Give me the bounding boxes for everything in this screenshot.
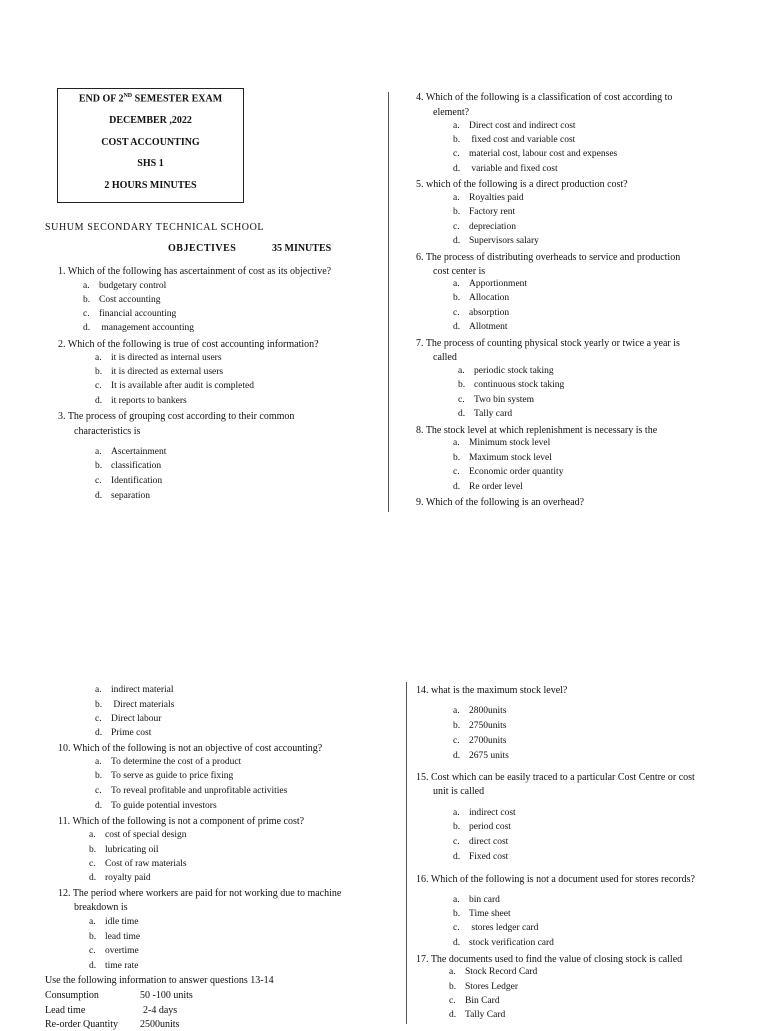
option: a. it is directed as internal users — [95, 353, 222, 363]
exam-title-box — [57, 88, 244, 203]
question-text: 17. The documents used to find the value of closing stock is called — [416, 954, 683, 965]
question-text: 11. Which of the following is not a component of prime cost? — [58, 816, 305, 827]
question-text: 6. The process of distributing overheads to service and production — [416, 252, 681, 263]
option: b. Maximum stock level — [453, 453, 552, 463]
question-text: 15. Cost which can be easily traced to a particular Cost Centre or cost — [416, 772, 695, 783]
option: a. Minimum stock level — [453, 438, 551, 448]
option: b. Direct materials — [95, 700, 175, 710]
option: b. 2750units — [453, 721, 507, 731]
question-text-cont: cost center is — [433, 266, 486, 277]
option: c. material cost, labour cost and expenses — [453, 149, 618, 159]
question-text: 8. The stock level at which replenishment is necessary is the — [416, 425, 658, 436]
option: a. Stock Record Card — [449, 967, 538, 977]
option: a. bin card — [453, 895, 500, 905]
option: c. depreciation — [453, 222, 516, 232]
option: b. Factory rent — [453, 207, 516, 217]
option: b. lead time — [89, 932, 141, 942]
exam-date: DECEMBER ,2022 — [109, 115, 192, 126]
option: b. To serve as guide to price fixing — [95, 771, 234, 781]
question-text-cont: breakdown is — [74, 902, 128, 913]
option: d. Fixed cost — [453, 852, 509, 862]
option: a. budgetary control — [83, 281, 167, 291]
option: d. 2675 units — [453, 751, 509, 761]
question-text: 9. Which of the following is an overhead? — [416, 497, 585, 508]
option: c. direct cost — [453, 837, 509, 847]
option: b. period cost — [453, 822, 511, 832]
option: c. financial accounting — [83, 309, 177, 319]
option: a. idle time — [89, 917, 139, 927]
option: c. Two bin system — [458, 395, 535, 405]
info-intro: Use the following information to answer questions 13-14 — [45, 975, 274, 986]
question-text: 10. Which of the following is not an objective of cost accounting? — [58, 743, 323, 754]
option: d. time rate — [89, 961, 139, 971]
option: c. Direct labour — [95, 714, 162, 724]
option: d. Tally Card — [449, 1010, 506, 1020]
info-value: 2500units — [140, 1019, 180, 1030]
option: c. absorption — [453, 308, 510, 318]
option: b. Cost accounting — [83, 295, 161, 305]
option: b. it is directed as external users — [95, 367, 224, 377]
option: b. Stores Ledger — [449, 982, 519, 992]
option: b. continuous stock taking — [458, 380, 565, 390]
exam-class: SHS 1 — [137, 158, 164, 169]
question-text: 4. Which of the following is a classification of cost according to — [416, 92, 673, 103]
info-label: Re-order Quantity — [45, 1019, 119, 1030]
option: b. Allocation — [453, 293, 510, 303]
option: a. Apportionment — [453, 279, 528, 289]
exam-subject: COST ACCOUNTING — [101, 137, 200, 148]
option: a. periodic stock taking — [458, 366, 554, 376]
option: a. indirect cost — [453, 808, 516, 818]
option: d. Supervisors salary — [453, 236, 539, 246]
column-divider-bottom — [406, 682, 407, 1024]
option: d. it reports to bankers — [95, 396, 187, 406]
option: d. Allotment — [453, 322, 508, 332]
exam-title: END OF 2ND SEMESTER EXAM — [78, 93, 223, 105]
option: b. lubricating oil — [89, 845, 159, 855]
question-text-cont: characteristics is — [74, 426, 141, 437]
question-text-cont: called — [433, 352, 457, 363]
option: b. Time sheet — [453, 909, 511, 919]
question-text: 16. Which of the following is not a document used for stores records? — [416, 874, 695, 885]
option: c. Cost of raw materials — [89, 859, 187, 869]
option: c. Bin Card — [449, 996, 500, 1006]
option: b. fixed cost and variable cost — [453, 135, 576, 145]
option: c. Identification — [95, 476, 163, 486]
option: c. overtime — [89, 946, 139, 956]
option: c. stores ledger card — [453, 923, 539, 933]
option: c. Economic order quantity — [453, 467, 564, 477]
question-text: 1. Which of the following has ascertainment of cost as its objective? — [58, 266, 332, 277]
option: d. Re order level — [453, 482, 523, 492]
info-label: Consumption — [45, 990, 99, 1001]
question-text: 3. The process of grouping cost according to their common — [58, 411, 295, 422]
exam-duration: 2 HOURS MINUTES — [104, 180, 197, 191]
section-title: OBJECTIVES — [168, 243, 237, 254]
option: d. Prime cost — [95, 728, 152, 738]
option: a. cost of special design — [89, 830, 187, 840]
option: d. variable and fixed cost — [453, 164, 558, 174]
option: a. Ascertainment — [95, 447, 167, 457]
option: a. indirect material — [95, 685, 174, 695]
school-name: SUHUM SECONDARY TECHNICAL SCHOOL — [45, 222, 265, 233]
option: b. classification — [95, 461, 162, 471]
option: c. 2700units — [453, 736, 507, 746]
option: d. royalty paid — [89, 873, 151, 883]
question-text-cont: element? — [433, 107, 470, 118]
option: a. 2800units — [453, 706, 507, 716]
section-time: 35 MINUTES — [272, 243, 332, 254]
info-value: 2-4 days — [143, 1005, 178, 1016]
option: d. stock verification card — [453, 938, 554, 948]
question-text: 2. Which of the following is true of cost accounting information? — [58, 339, 319, 350]
info-value: 50 -100 units — [140, 990, 193, 1001]
option: d. To guide potential investors — [95, 801, 217, 811]
option: c. To reveal profitable and unprofitable activities — [95, 786, 288, 796]
question-text: 14. what is the maximum stock level? — [416, 685, 568, 696]
question-text-cont: unit is called — [433, 786, 485, 797]
question-text: 5. which of the following is a direct production cost? — [416, 179, 628, 190]
option: c. It is available after audit is completed — [95, 381, 254, 391]
option: a. Royalties paid — [453, 193, 524, 203]
option: a. To determine the cost of a product — [95, 757, 242, 767]
option: d. management accounting — [83, 323, 194, 333]
option: a. Direct cost and indirect cost — [453, 121, 576, 131]
info-label: Lead time — [45, 1005, 86, 1016]
column-divider-top — [388, 92, 389, 512]
question-text: 7. The process of counting physical stock yearly or twice a year is — [416, 338, 680, 349]
question-text: 12. The period where workers are paid for not working due to machine — [58, 888, 342, 899]
option: d. Tally card — [458, 409, 513, 419]
option: d. separation — [95, 491, 151, 501]
